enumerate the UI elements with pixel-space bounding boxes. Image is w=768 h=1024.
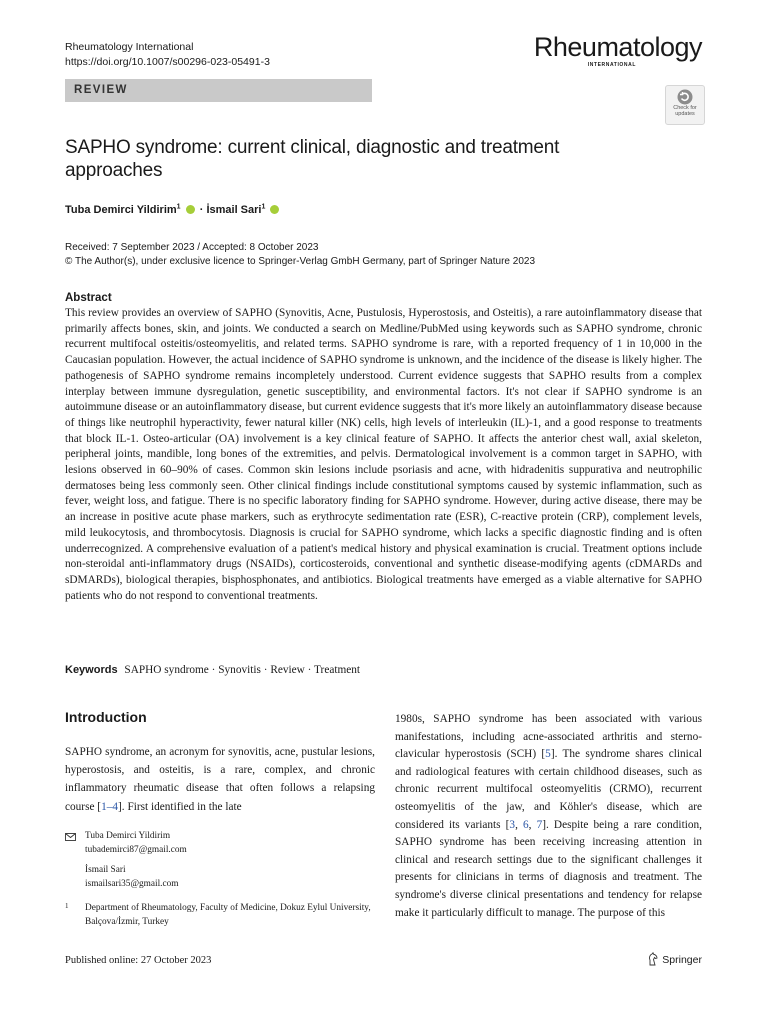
contact-email[interactable]: ismailsari35@gmail.com [85,879,179,889]
intro-text: ]. The syndrome shares clinical and radiological features with certain childhood diseases, such as chronic recurrent multifocal osteomyelitis (CRMO), recurrent osteomyelitis of the jaw, and Köhler's disease, which are considered its variants [ [395,748,702,831]
citation-link[interactable]: 1–4 [101,800,119,813]
journal-name: Rheumatology International [65,41,194,53]
journal-logo [534,32,702,68]
introduction-right-column [395,711,702,922]
introduction-heading: Introduction [65,709,147,725]
author-affil-marker: 1 [261,203,266,211]
check-updates-icon [677,89,693,105]
contact-name: İsmail Sari [85,865,126,875]
keywords-text: SAPHO syndrome · Synovitis · Review · Treatment [124,664,361,676]
intro-text: SAPHO syndrome, an acronym for synovitis, acne, pustular lesions, hyperostosis, and osteitis, is a rare, complex, and chronic inflammatory rheumatic disease that often follows a relapsing course [ [65,746,375,813]
copyright-notice: © The Author(s), under exclusive licence to Springer-Verlag GmbH Germany, part of Springer Nature 2023 [65,256,535,267]
journal-logo-sub: INTERNATIONAL [587,62,636,68]
article-type-label: REVIEW [74,84,128,96]
author-separator: · [199,204,204,216]
orcid-icon[interactable] [270,205,279,214]
introduction-left-column [65,743,375,816]
published-date: Published online: 27 October 2023 [65,955,212,966]
check-for-updates-badge[interactable] [665,85,705,125]
check-updates-line2: updates [675,111,695,117]
orcid-icon[interactable] [186,205,195,214]
citation-link[interactable]: 3 [509,818,516,831]
author-name[interactable]: Tuba Demirci Yildirim [65,204,177,216]
contact-name: Tuba Demirci Yildirim [85,831,171,841]
keywords [65,662,360,678]
keywords-label: Keywords [65,664,118,676]
author-list [65,202,281,218]
check-updates-line1: Check for [673,105,697,111]
publisher-name: Springer [662,954,702,966]
corresponding-contacts [65,830,365,892]
citation-link[interactable]: 7 [536,818,543,831]
citation-link[interactable]: 6 [523,818,529,831]
doi-link[interactable]: https://doi.org/10.1007/s00296-023-05491-3 [65,56,270,68]
intro-text: 1980s, SAPHO syndrome has been associated with various manifestations, including acne-associated arthritis and sterno-clavicular hyperostosis (SCH) [ [395,713,702,761]
intro-text: ]. Despite being a rare condition, SAPHO syndrome has been receiving increasing attention in clinical and research settings due to the significant challenges it presents for clinicians in terms of diagnosis and treatment. The syndrome's diverse clinical presentations and tendency for relapse make it particularly difficult to manage. The purpose of this [395,818,702,919]
abstract-heading: Abstract [65,292,112,304]
author-name[interactable]: İsmail Sari [206,204,262,216]
intro-text: ]. First identified in the late [118,800,242,813]
contact-email[interactable]: tubademirci87@gmail.com [85,845,187,855]
author-affil-marker: 1 [176,203,181,211]
publisher-logo [647,952,702,968]
affiliation-text: Department of Rheumatology, Faculty of Medicine, Dokuz Eylul University, Balçova/İzmir, Turkey [85,903,371,927]
journal-logo-main: Rheumatology [533,32,702,62]
mail-icon [65,833,76,841]
affiliation-number: 1 [65,902,69,910]
article-title: SAPHO syndrome: current clinical, diagnostic and treatment approaches [65,137,560,181]
citation-separator: , [528,818,537,831]
abstract-text: This review provides an overview of SAPHO (Synovitis, Acne, Pustulosis, Hyperostosis, and Osteitis), a rare autoinflammatory disease that primarily affects bones, skin, and joints. We conducted a search on Medline/PubMed using keywords such as SAPHO syndrome, chronic recurrent multifocal osteitis/osteomyelitis, and related terms. SAPHO syndrome is rare, with a reported frequency of 1 in 10,000 in the Caucasian population. However, the actual incidence of SAPHO syndrome is unknown, and the incidence of the disease is likely higher. The pathogenesis of SAPHO syndrome remains incompletely understood. Current evidence suggests that SAPHO results from a complex interplay between immune dysregulation, genetic susceptibility, and environmental factors. It's not clear if SAPHO syndrome is an autoimmune disease or an autoinflammatory disease, but current evidence suggests that it's more likely an autoinflammatory disease because of things like neutrophil hyperactivity, fewer natural killer (NK) cells, high levels of interleukin (IL)-1, and a good response to treatments that block IL-1. Osteo-articular (OA) involvement is a key clinical feature of SAPHO. It affects the anterior chest wall, axial skeleton, peripheral joints, mandible, long bones of the extremities, and pelvis. Dermatological involvement is a common target in SAPHO, with lesions observed in 60–90% of cases. Common skin lesions include psoriasis and acne, with hidradenitis suppurativa and neutrophilic dermatoses being less commonly seen. Other clinical findings include constitutional symptoms caused by systemic inflammation, such as fever, weight loss, and fatigue. There is no specific laboratory finding for SAPHO syndrome. However, during active disease, there may be an increase in positive acute phase markers, such as erythrocyte sedimentation rate (ESR), C-reactive protein (CRP), complement levels, mild leukocytosis, and thrombocytosis. Diagnosis is crucial for SAPHO syndrome, which lacks a specific diagnostic finding and is often underrecognized. A comprehensive evaluation of a patient's medical history and physical examination is crucial. Treatment options include non-steroidal anti-inflammatory drugs (NSAIDs), corticosteroids, conventional and synthetic disease-modifying agents (cDMARDs and sDMARDs), biological therapies, bisphosphonates, and antibiotics. Biological treatments have emerged as a viable alternative for SAPHO patients who do not respond to conventional treatments. [65,307,702,602]
citation-separator: , [515,818,523,831]
springer-horse-icon [647,952,659,966]
article-dates: Received: 7 September 2023 / Accepted: 8 October 2023 [65,242,319,253]
affiliation [65,902,375,929]
citation-link[interactable]: 5 [545,748,551,761]
